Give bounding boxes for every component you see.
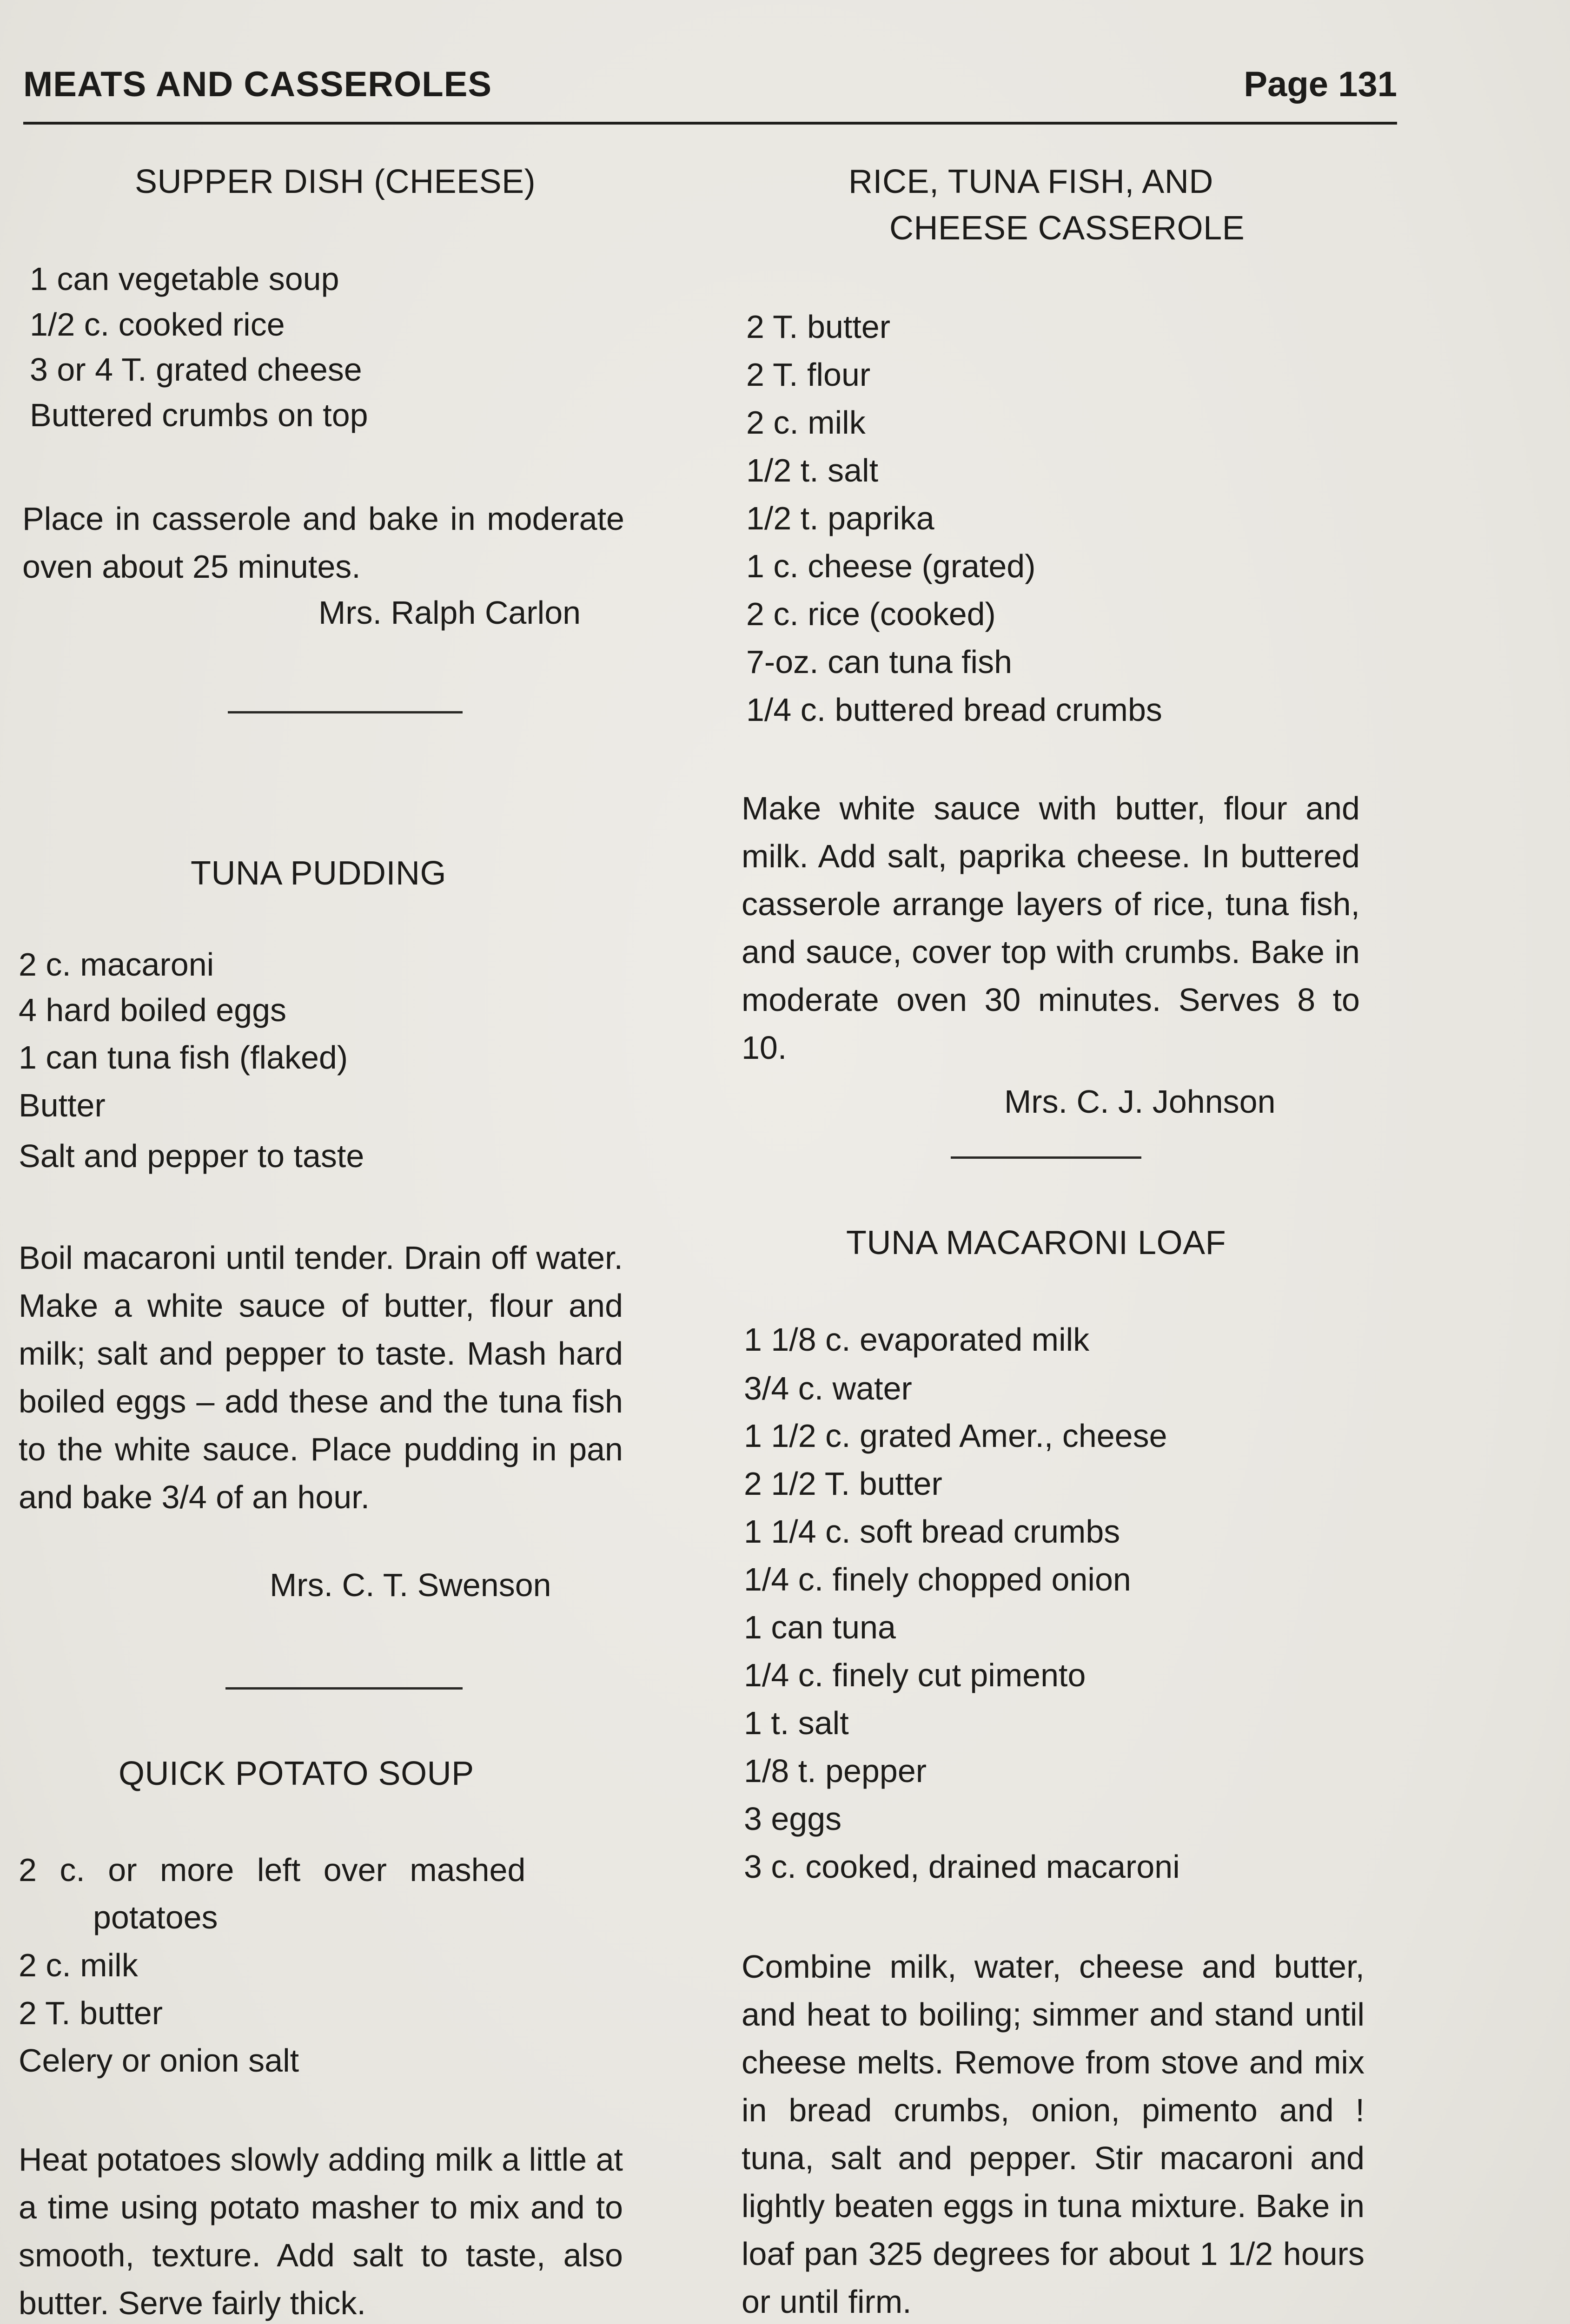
recipe-divider xyxy=(228,711,463,713)
ingredient-item: 2 1/2 T. butter xyxy=(744,1466,942,1502)
ingredient-item: 1 can tuna fish (flaked) xyxy=(19,1039,348,1076)
ingredient-item: 7-oz. can tuna fish xyxy=(746,644,1012,680)
recipe-title: QUICK POTATO SOUP xyxy=(119,1755,474,1792)
recipe-directions: Combine milk, water, cheese and butter, and heat to boiling; simmer and stand until cheese melts. Remove from stove and mix in bread crumbs, onion, pimento and ! tuna, salt and pepper. Stir macaroni and lightly beaten eggs in tuna mixture. Bake in loaf pan 325 degrees for about 1 1/2 hours or until firm. xyxy=(742,1948,1365,2320)
recipe-divider xyxy=(225,1687,463,1690)
ingredient-item: 2 T. flour xyxy=(746,357,871,393)
ingredient-item: 1 c. cheese (grated) xyxy=(746,548,1036,584)
ingredient-item: 1/4 c. finely chopped onion xyxy=(744,1561,1131,1598)
ingredient-item: 2 c. rice (cooked) xyxy=(746,596,996,632)
ingredient-item: 2 c. milk xyxy=(746,404,866,441)
ingredient-item: 1/2 t. salt xyxy=(746,452,879,489)
ingredient-item: Butter xyxy=(19,1087,106,1123)
ingredient-item: 3/4 c. water xyxy=(744,1370,912,1406)
header-rule xyxy=(23,122,1397,125)
recipe-directions: Boil macaroni until tender. Drain off water. Make a white sauce of butter, flour and milk; salt and pepper to taste. Mash hard boiled eggs – add these and the tuna fish to the white sauce. Place pudding in pan and bake 3/4 of an hour. xyxy=(19,1240,623,1515)
recipe-author: Mrs. C. J. Johnson xyxy=(1004,1083,1276,1120)
ingredient-item: potatoes xyxy=(93,1899,218,1935)
page-header xyxy=(23,56,1397,107)
ingredient-item: 2 T. butter xyxy=(19,1995,163,2031)
recipe-title: TUNA MACARONI LOAF xyxy=(846,1224,1226,1261)
recipe-directions: Place in casserole and bake in moderate oven about 25 minutes. xyxy=(22,501,624,585)
ingredient-item: 1 1/4 c. soft bread crumbs xyxy=(744,1513,1120,1550)
ingredient-item: 4 hard boiled eggs xyxy=(19,992,286,1028)
section-title: MEATS AND CASSEROLES xyxy=(23,65,492,104)
recipe-author: Mrs. Ralph Carlon xyxy=(318,594,581,631)
ingredient-item: 1 can tuna xyxy=(744,1609,896,1645)
page-number: Page 131 xyxy=(1244,65,1397,104)
ingredient-item: 1 t. salt xyxy=(744,1705,849,1741)
ingredient-item: Salt and pepper to taste xyxy=(19,1138,364,1174)
recipe-title: SUPPER DISH (CHEESE) xyxy=(135,163,536,200)
ingredient-item: 2 T. butter xyxy=(746,309,891,345)
ingredient-item: 1 1/8 c. evaporated milk xyxy=(744,1321,1090,1358)
ingredient-item: 3 c. cooked, drained macaroni xyxy=(744,1849,1180,1885)
ingredient-item: 1/2 c. cooked rice xyxy=(30,306,285,343)
recipe-divider xyxy=(951,1156,1141,1159)
ingredient-item: 1/4 c. finely cut pimento xyxy=(744,1657,1086,1693)
recipe-title: RICE, TUNA FISH, AND xyxy=(848,163,1213,200)
ingredient-item: 2 c. macaroni xyxy=(19,946,214,983)
recipe-title: TUNA PUDDING xyxy=(191,855,447,892)
ingredient-item: 2 c. or more left over mashed xyxy=(19,1852,526,1888)
ingredient-item: 1/2 t. paprika xyxy=(746,500,934,536)
ingredient-item: 1 can vegetable soup xyxy=(30,261,339,297)
ingredient-item: 1/8 t. pepper xyxy=(744,1753,927,1789)
ingredient-item: 3 eggs xyxy=(744,1801,842,1837)
ingredient-item: 1/4 c. buttered bread crumbs xyxy=(746,692,1162,728)
ingredient-item: 2 c. milk xyxy=(19,1947,138,1983)
recipe-directions: Heat potatoes slowly adding milk a little at a time using potato masher to mix and to smooth, texture. Add salt to taste, also butter. Serve fairly thick. xyxy=(19,2141,623,2321)
ingredient-item: Buttered crumbs on top xyxy=(30,397,368,433)
recipe-title-line2: CHEESE CASSEROLE xyxy=(889,210,1245,247)
recipe-directions: Make white sauce with butter, flour and milk. Add salt, paprika cheese. In buttered casserole arrange layers of rice, tuna fish, and sauce, cover top with crumbs. Bake in moderate oven 30 minutes. Serves 8 to 10. xyxy=(742,790,1360,1066)
recipe-author: Mrs. C. T. Swenson xyxy=(270,1567,551,1603)
ingredient-item: Celery or onion salt xyxy=(19,2042,299,2079)
ingredient-item: 3 or 4 T. grated cheese xyxy=(30,351,362,388)
ingredient-item: 1 1/2 c. grated Amer., cheese xyxy=(744,1418,1167,1454)
